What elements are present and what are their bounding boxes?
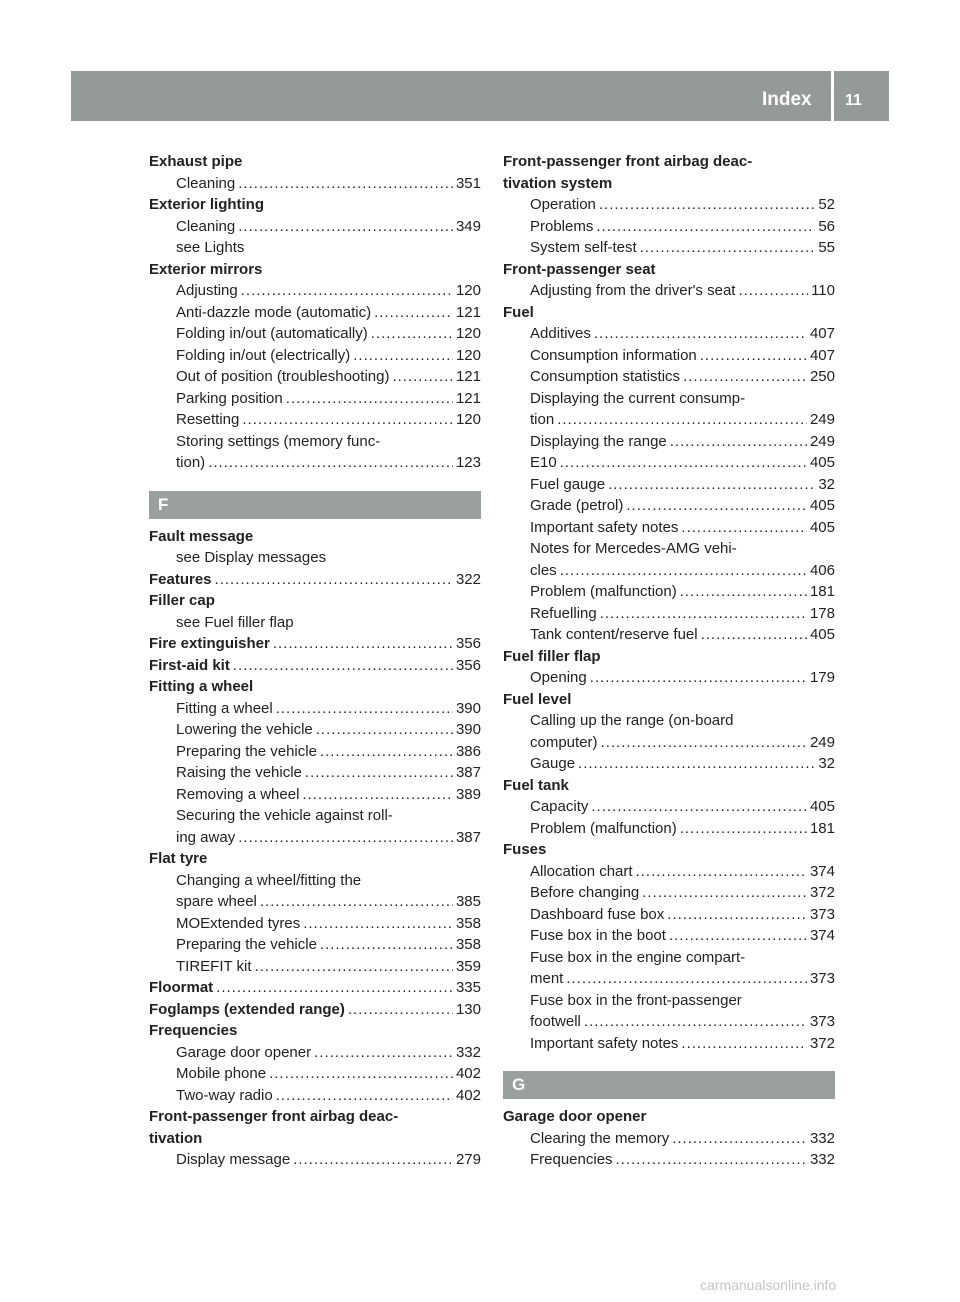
index-subentry[interactable] xyxy=(149,1063,481,1085)
entry-label: Dashboard fuse box xyxy=(530,905,665,923)
page-ref: 373 xyxy=(809,970,835,987)
index-subentry[interactable] xyxy=(149,719,481,741)
index-subentry[interactable] xyxy=(149,409,481,431)
entry-label: Anti-dazzle mode (automatic) xyxy=(176,303,372,321)
page-ref: 181 xyxy=(809,819,835,837)
index-subentry[interactable] xyxy=(149,913,481,935)
dot-leader xyxy=(238,173,453,195)
index-subentry[interactable] xyxy=(149,302,481,324)
page-ref: 390 xyxy=(455,699,481,717)
index-subentry[interactable] xyxy=(503,216,835,238)
page-ref: 402 xyxy=(455,1065,481,1082)
dot-leader xyxy=(302,784,453,806)
entry-label: Additives xyxy=(530,325,591,342)
entry-label: Fire extinguisher xyxy=(149,635,270,652)
dot-leader xyxy=(601,732,807,754)
dot-leader xyxy=(667,904,807,926)
index-subentry[interactable] xyxy=(503,366,835,388)
dot-leader xyxy=(293,1149,453,1171)
dot-leader xyxy=(260,891,453,913)
entry-label: Problems xyxy=(530,217,594,235)
dot-leader xyxy=(738,280,808,302)
entry-label: Cleaning xyxy=(176,217,236,235)
entry-label: Consumption information xyxy=(530,346,697,364)
entry-label: Floormat xyxy=(149,979,214,996)
page-ref: 356 xyxy=(455,635,481,652)
index-subentry-text: see Display messages xyxy=(176,549,327,566)
dot-leader xyxy=(276,698,453,720)
dot-leader xyxy=(626,495,807,517)
index-column-right xyxy=(503,151,835,1171)
index-heading: Frequencies xyxy=(149,1022,238,1039)
index-heading: Front-passenger front airbag deac- xyxy=(503,153,753,170)
entry-label: Tank content/reserve fuel xyxy=(530,626,698,643)
dot-leader xyxy=(238,216,453,238)
index-subentry[interactable] xyxy=(503,194,835,216)
entry-label: Raising the vehicle xyxy=(176,764,302,781)
page-ref: 372 xyxy=(809,884,835,901)
entry-label: Grade (petrol) xyxy=(530,497,624,514)
index-subentry[interactable] xyxy=(503,796,835,818)
dot-leader xyxy=(215,569,453,591)
dot-leader xyxy=(590,667,807,689)
index-heading: Garage door opener xyxy=(503,1108,647,1125)
dot-leader xyxy=(353,345,453,367)
index-heading-entry[interactable] xyxy=(149,633,481,655)
index-subentry[interactable] xyxy=(503,517,835,539)
index-subentry-text: see Lights xyxy=(176,239,245,256)
page-ref: 121 xyxy=(455,368,481,385)
page-ref: 56 xyxy=(818,217,835,235)
page-ref: 250 xyxy=(809,368,835,385)
index-heading: Exterior mirrors xyxy=(149,260,263,278)
page-ref: 178 xyxy=(809,604,835,622)
page-ref: 373 xyxy=(809,1013,835,1030)
page-ref: 249 xyxy=(809,733,835,751)
dot-leader xyxy=(700,345,807,367)
dot-leader xyxy=(670,431,807,453)
entry-label: Important safety notes xyxy=(530,518,679,536)
index-subentry[interactable] xyxy=(503,1011,835,1033)
index-subentry-text: see Fuel filler flap xyxy=(176,613,294,631)
section-letter: F xyxy=(149,491,481,519)
page-ref: 386 xyxy=(455,742,481,760)
page-ref: 349 xyxy=(455,217,481,235)
index-subentry-text: Calling up the range (on-board xyxy=(530,712,734,729)
dot-leader xyxy=(374,302,453,324)
dot-leader xyxy=(640,237,816,259)
index-subentry[interactable] xyxy=(503,581,835,603)
entry-label: ment xyxy=(530,970,564,987)
entry-label: tion) xyxy=(176,454,206,471)
index-subentry[interactable] xyxy=(503,603,835,625)
entry-label: Cleaning xyxy=(176,174,236,192)
entry-label: computer) xyxy=(530,733,598,751)
index-subentry[interactable] xyxy=(503,667,835,689)
dot-leader xyxy=(320,741,453,763)
index-subentry[interactable] xyxy=(149,1149,481,1171)
dot-leader xyxy=(608,474,815,496)
dot-leader xyxy=(560,452,807,474)
index-subentry[interactable] xyxy=(149,366,481,388)
index-subentry[interactable] xyxy=(149,1085,481,1107)
page-ref: 249 xyxy=(809,432,835,450)
page-ref: 385 xyxy=(455,893,481,910)
index-subentry[interactable] xyxy=(149,891,481,913)
page-ref: 179 xyxy=(809,669,835,686)
page-ref: 387 xyxy=(455,828,481,846)
dot-leader xyxy=(636,861,807,883)
entry-label: Allocation chart xyxy=(530,862,633,880)
index-subentry-text: Displaying the current consump- xyxy=(530,389,746,407)
index-subentry[interactable] xyxy=(149,762,481,784)
page-ref: 335 xyxy=(455,979,481,996)
dot-leader xyxy=(672,1128,807,1150)
dot-leader xyxy=(560,560,807,582)
entry-label: footwell xyxy=(530,1013,581,1030)
page-ref: 372 xyxy=(809,1034,835,1052)
index-subentry[interactable] xyxy=(503,237,835,259)
page-ref: 332 xyxy=(455,1043,481,1061)
entry-label: System self-test xyxy=(530,239,637,256)
index-heading: Fault message xyxy=(149,527,254,545)
dot-leader xyxy=(303,913,453,935)
entry-label: TIREFIT kit xyxy=(176,957,252,975)
page-ref: 387 xyxy=(455,764,481,781)
dot-leader xyxy=(216,977,453,999)
index-subentry[interactable] xyxy=(149,698,481,720)
dot-leader xyxy=(348,999,453,1021)
index-subentry[interactable] xyxy=(149,280,481,302)
entry-label: spare wheel xyxy=(176,893,257,910)
index-heading: Fuel tank xyxy=(503,776,569,794)
dot-leader xyxy=(269,1063,453,1085)
index-subentry[interactable] xyxy=(503,1128,835,1150)
index-subentry[interactable] xyxy=(149,388,481,410)
dot-leader xyxy=(208,452,453,474)
page-ref: 120 xyxy=(455,346,481,364)
index-heading: Filler cap xyxy=(149,592,215,609)
page-ref: 121 xyxy=(455,303,481,321)
index-heading-entry[interactable] xyxy=(149,655,481,677)
page-ref: 407 xyxy=(809,346,835,364)
entry-label: Display message xyxy=(176,1151,291,1168)
page-ref: 32 xyxy=(818,475,835,493)
page-ref: 374 xyxy=(809,927,835,944)
entry-label: Fuel gauge xyxy=(530,475,606,493)
page-ref: 390 xyxy=(455,721,481,738)
page-ref: 279 xyxy=(455,1151,481,1168)
page-ref: 332 xyxy=(809,1151,835,1168)
index-subentry-text: Storing settings (memory func- xyxy=(176,432,381,450)
index-subentry[interactable] xyxy=(503,345,835,367)
index-heading: Exhaust pipe xyxy=(149,153,243,170)
dot-leader xyxy=(683,366,807,388)
entry-label: Capacity xyxy=(530,798,589,815)
index-subentry[interactable] xyxy=(503,280,835,302)
page-number: 11 xyxy=(845,92,862,109)
entry-label: Removing a wheel xyxy=(176,785,300,803)
page-ref: 120 xyxy=(455,282,481,299)
entry-label: tion xyxy=(530,411,555,428)
entry-label: Preparing the vehicle xyxy=(176,742,317,760)
page-ref: 181 xyxy=(809,583,835,600)
entry-label: First-aid kit xyxy=(149,656,230,674)
dot-leader xyxy=(557,409,807,431)
dot-leader xyxy=(680,581,807,603)
index-heading: Fuel level xyxy=(503,690,572,708)
index-column-left xyxy=(149,151,481,1171)
index-subentry[interactable] xyxy=(503,560,835,582)
entry-label: Garage door opener xyxy=(176,1043,312,1061)
dot-leader xyxy=(314,1042,453,1064)
page-ref: 120 xyxy=(455,325,481,342)
dot-leader xyxy=(238,827,453,849)
index-heading: Front-passenger front airbag deac- xyxy=(149,1108,399,1125)
index-heading: Front-passenger seat xyxy=(503,260,656,278)
spacer xyxy=(503,1054,835,1062)
index-subentry[interactable] xyxy=(149,827,481,849)
dot-leader xyxy=(642,882,807,904)
page-ref: 358 xyxy=(455,936,481,953)
index-subentry-text: Notes for Mercedes-AMG vehi- xyxy=(530,540,737,557)
entry-label: Fitting a wheel xyxy=(176,699,273,717)
header-divider xyxy=(831,71,834,121)
dot-leader xyxy=(242,409,453,431)
index-subentry[interactable] xyxy=(503,818,835,840)
entry-label: Resetting xyxy=(176,411,240,428)
page-ref: 407 xyxy=(809,325,835,342)
entry-label: Parking position xyxy=(176,389,283,407)
index-heading-entry[interactable] xyxy=(149,569,481,591)
page-ref: 405 xyxy=(809,626,835,643)
entry-label: Preparing the vehicle xyxy=(176,936,317,953)
page-title: Index xyxy=(762,89,812,110)
entry-label: Adjusting from the driver's seat xyxy=(530,282,736,299)
dot-leader xyxy=(599,194,815,216)
page-ref: 123 xyxy=(455,454,481,471)
page-ref: 358 xyxy=(455,914,481,932)
entry-label: Displaying the range xyxy=(530,432,667,450)
index-subentry[interactable] xyxy=(503,474,835,496)
index-subentry-text: Securing the vehicle against roll- xyxy=(176,807,393,824)
entry-label: Opening xyxy=(530,669,587,686)
index-subentry[interactable] xyxy=(503,1033,835,1055)
index-subentry[interactable] xyxy=(503,624,835,646)
index-heading: Fitting a wheel xyxy=(149,678,254,695)
dot-leader xyxy=(320,934,453,956)
page-ref: 406 xyxy=(809,561,835,579)
page-ref: 110 xyxy=(811,282,835,299)
index-heading: Fuel xyxy=(503,303,534,321)
index-subentry[interactable] xyxy=(503,753,835,775)
dot-leader xyxy=(701,624,807,646)
dot-leader xyxy=(596,216,815,238)
dot-leader xyxy=(276,1085,453,1107)
spacer xyxy=(149,474,481,482)
dot-leader xyxy=(594,323,807,345)
page-ref: 121 xyxy=(455,389,481,407)
index-subentry[interactable] xyxy=(503,925,835,947)
index-heading: Exterior lighting xyxy=(149,196,265,213)
index-heading: tivation xyxy=(149,1129,203,1147)
section-letter: G xyxy=(503,1071,835,1099)
page-ref: 405 xyxy=(809,798,835,815)
entry-label: Out of position (troubleshooting) xyxy=(176,368,390,385)
page-ref: 55 xyxy=(818,239,835,256)
index-subentry[interactable] xyxy=(149,1042,481,1064)
page-ref: 322 xyxy=(455,570,481,588)
dot-leader xyxy=(371,323,453,345)
dot-leader xyxy=(566,968,807,990)
index-heading-entry[interactable] xyxy=(149,999,481,1021)
index-subentry[interactable] xyxy=(503,1149,835,1171)
dot-leader xyxy=(600,603,807,625)
index-subentry-text: Fuse box in the engine compart- xyxy=(530,948,746,966)
index-subentry[interactable] xyxy=(503,882,835,904)
dot-leader xyxy=(681,517,807,539)
index-subentry-text: Changing a wheel/fitting the xyxy=(176,871,362,889)
index-subentry[interactable] xyxy=(149,956,481,978)
page-ref: 405 xyxy=(809,454,835,471)
page-ref: 356 xyxy=(455,656,481,674)
entry-label: Fuse box in the boot xyxy=(530,927,666,944)
page-ref: 374 xyxy=(809,862,835,880)
index-subentry[interactable] xyxy=(503,431,835,453)
dot-leader xyxy=(273,633,453,655)
index-subentry[interactable] xyxy=(149,323,481,345)
index-heading: Fuses xyxy=(503,841,547,858)
entry-label: Consumption statistics xyxy=(530,368,681,385)
entry-label: Adjusting xyxy=(176,282,238,299)
entry-label: Clearing the memory xyxy=(530,1129,670,1147)
entry-label: Gauge xyxy=(530,755,576,772)
entry-label: Two-way radio xyxy=(176,1086,273,1104)
dot-leader xyxy=(669,925,807,947)
dot-leader xyxy=(681,1033,807,1055)
dot-leader xyxy=(305,762,453,784)
dot-leader xyxy=(591,796,807,818)
entry-label: E10 xyxy=(530,454,557,471)
index-subentry[interactable] xyxy=(503,732,835,754)
index-subentry[interactable] xyxy=(503,861,835,883)
index-subentry[interactable] xyxy=(503,904,835,926)
index-heading-entry[interactable] xyxy=(149,977,481,999)
index-subentry[interactable] xyxy=(503,409,835,431)
entry-label: cles xyxy=(530,561,557,579)
entry-label: Frequencies xyxy=(530,1151,613,1168)
index-subentry[interactable] xyxy=(503,323,835,345)
page-ref: 359 xyxy=(455,957,481,975)
entry-label: Folding in/out (automatically) xyxy=(176,325,368,342)
entry-label: Features xyxy=(149,570,212,588)
page-ref: 120 xyxy=(455,411,481,428)
dot-leader xyxy=(233,655,453,677)
dot-leader xyxy=(255,956,453,978)
index-heading: tivation system xyxy=(503,174,613,192)
dot-leader xyxy=(241,280,453,302)
entry-label: ing away xyxy=(176,828,236,846)
entry-label: Folding in/out (electrically) xyxy=(176,346,351,364)
entry-label: Problem (malfunction) xyxy=(530,819,677,837)
entry-label: Operation xyxy=(530,196,596,213)
index-heading: Fuel filler flap xyxy=(503,647,601,665)
dot-leader xyxy=(616,1149,807,1171)
entry-label: Mobile phone xyxy=(176,1065,267,1082)
page-ref: 351 xyxy=(455,174,481,192)
dot-leader xyxy=(286,388,453,410)
index-subentry[interactable] xyxy=(149,741,481,763)
index-subentry[interactable] xyxy=(149,216,481,238)
entry-label: Lowering the vehicle xyxy=(176,721,313,738)
page-ref: 130 xyxy=(455,1000,481,1018)
index-subentry[interactable] xyxy=(149,345,481,367)
page-ref: 389 xyxy=(455,785,481,803)
page-ref: 249 xyxy=(809,411,835,428)
entry-label: Problem (malfunction) xyxy=(530,583,677,600)
index-subentry[interactable] xyxy=(149,452,481,474)
index-subentry[interactable] xyxy=(503,452,835,474)
dot-leader xyxy=(680,818,807,840)
page-ref: 373 xyxy=(809,905,835,923)
page-ref: 405 xyxy=(809,497,835,514)
entry-label: Foglamps (extended range) xyxy=(149,1000,345,1018)
dot-leader xyxy=(316,719,453,741)
dot-leader xyxy=(392,366,453,388)
page-ref: 52 xyxy=(818,196,835,213)
page-ref: 32 xyxy=(818,755,835,772)
index-subentry[interactable] xyxy=(149,784,481,806)
page-ref: 405 xyxy=(809,518,835,536)
entry-label: Important safety notes xyxy=(530,1034,679,1052)
index-heading: Flat tyre xyxy=(149,850,208,867)
index-subentry[interactable] xyxy=(149,934,481,956)
page-ref: 402 xyxy=(455,1086,481,1104)
index-subentry[interactable] xyxy=(503,968,835,990)
entry-label: MOExtended tyres xyxy=(176,914,301,932)
page-ref: 332 xyxy=(809,1129,835,1147)
index-subentry[interactable] xyxy=(149,173,481,195)
entry-label: Refuelling xyxy=(530,604,597,622)
index-subentry[interactable] xyxy=(503,495,835,517)
watermark: carmanualsonline.info xyxy=(700,1277,837,1293)
dot-leader xyxy=(578,753,815,775)
dot-leader xyxy=(584,1011,807,1033)
entry-label: Before changing xyxy=(530,884,640,901)
index-subentry-text: Fuse box in the front-passenger xyxy=(530,991,742,1009)
